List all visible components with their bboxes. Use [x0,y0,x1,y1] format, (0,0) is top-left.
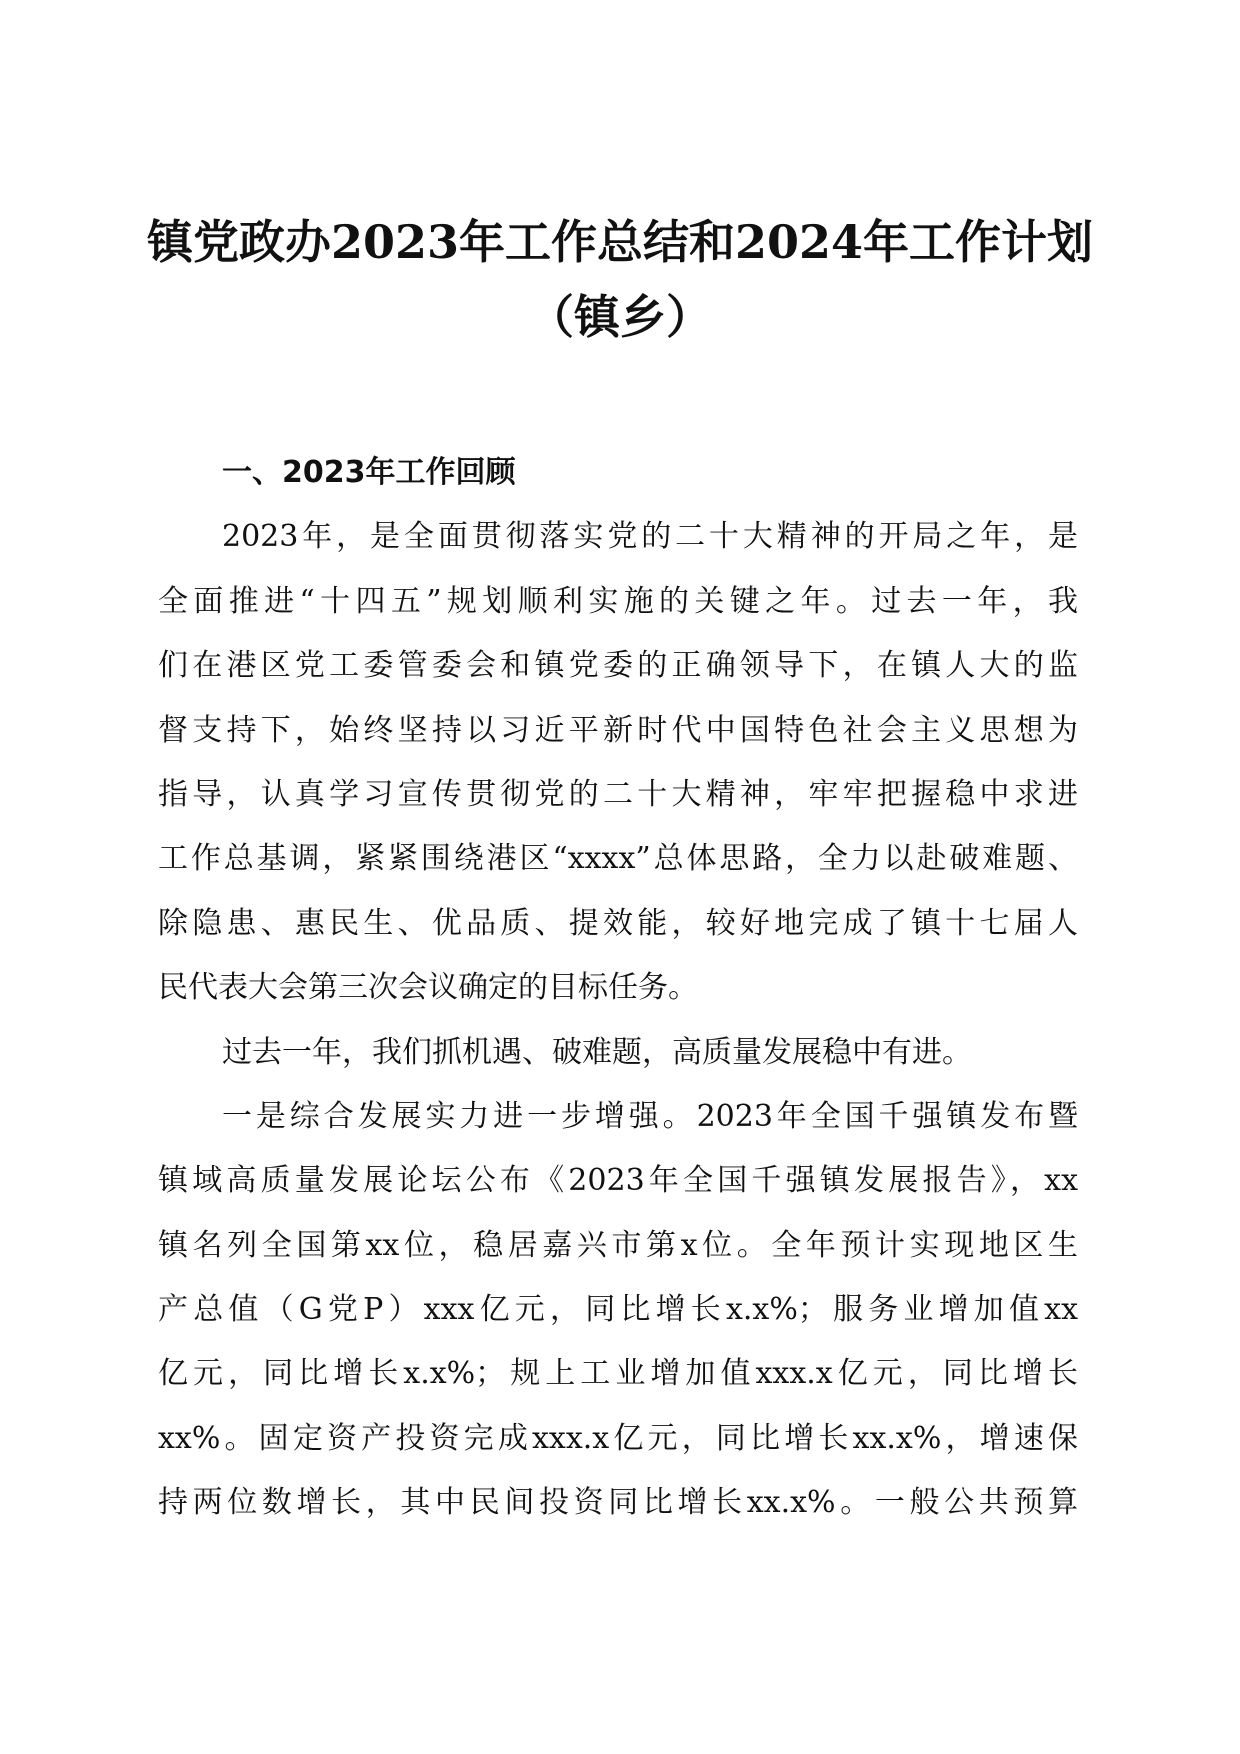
document-subtitle: （镇乡） [528,290,712,344]
paragraph-line: 督支持下，始终坚持以习近平新时代中国特色社会主义思想为 [158,712,1078,748]
paragraph-line: 持两位数增长，其中民间投资同比增长xx.x%。一般公共预算 [158,1485,1078,1521]
section-heading: 一、2023年工作回顾 [222,455,516,490]
paragraph-line: 镇名列全国第xx位，稳居嘉兴市第x位。全年预计实现地区生 [158,1227,1078,1263]
paragraph-line: 镇域高质量发展论坛公布《2023年全国千强镇发展报告》，xx [158,1163,1078,1199]
document-title: 镇党政办2023年工作总结和2024年工作计划 [146,215,1094,269]
paragraph-line: 亿元，同比增长x.x%；规上工业增加值xxx.x亿元，同比增长 [158,1356,1078,1392]
paragraph-line: 民代表大会第三次会议确定的目标任务。 [158,970,698,1006]
paragraph-line: 过去一年，我们抓机遇、破难题，高质量发展稳中有进。 [222,1034,972,1070]
paragraph-line: 产总值（G党P）xxx亿元，同比增长x.x%；服务业增加值xx [158,1292,1078,1328]
paragraph-line: 一是综合发展实力进一步增强。2023年全国千强镇发布暨 [222,1098,1078,1134]
paragraph-line: xx%。固定资产投资完成xxx.x亿元，同比增长xx.x%，增速保 [158,1420,1078,1456]
paragraph-line: 工作总基调，紧紧围绕港区“xxxx”总体思路，全力以赴破难题、 [158,841,1078,877]
paragraph-line: 全面推进“十四五”规划顺利实施的关键之年。过去一年，我 [158,583,1078,619]
paragraph-line: 除隐患、惠民生、优品质、提效能，较好地完成了镇十七届人 [158,905,1078,941]
paragraph-line: 2023年，是全面贯彻落实党的二十大精神的开局之年，是 [222,519,1078,555]
document-body [158,441,1078,1536]
paragraph-line: 们在港区党工委管委会和镇党委的正确领导下，在镇人大的监 [158,648,1078,684]
paragraph-line: 指导，认真学习宣传贯彻党的二十大精神，牢牢把握稳中求进 [158,776,1078,812]
